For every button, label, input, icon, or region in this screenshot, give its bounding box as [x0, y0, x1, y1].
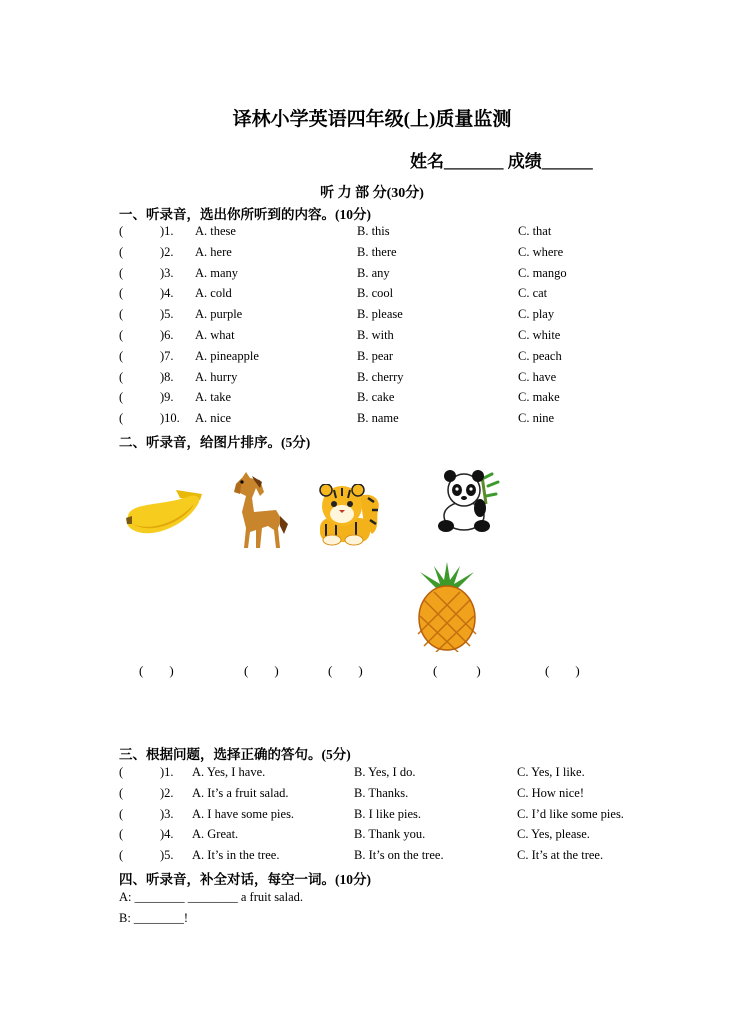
- option-b[interactable]: B. this: [357, 224, 390, 238]
- page-title: 译林小学英语四年级(上)质量监测: [232, 109, 512, 130]
- option-c[interactable]: C. peach: [518, 348, 562, 363]
- order-blank-1[interactable]: ( ): [139, 663, 174, 678]
- name-score-line: 姓名_______ 成绩______: [410, 152, 593, 171]
- section1-heading: 一、听录音，选出你所听到的内容。(10分): [119, 207, 371, 222]
- option-c[interactable]: C. that: [518, 224, 552, 238]
- banana-icon: [124, 484, 208, 542]
- answer-paren[interactable]: (: [119, 328, 124, 342]
- question-number: )9.: [160, 390, 174, 405]
- question-number: )6.: [160, 328, 174, 342]
- section1-item-5: [0, 307, 744, 328]
- option-b[interactable]: B. cake: [357, 390, 395, 405]
- answer-paren[interactable]: (: [119, 785, 124, 800]
- option-a[interactable]: A. what: [195, 328, 235, 342]
- option-b[interactable]: B. cool: [357, 286, 394, 301]
- section3-heading: 三、根据问题，选择正确的答句。(5分): [119, 747, 351, 762]
- option-c[interactable]: C. have: [518, 369, 557, 384]
- option-a[interactable]: A. many: [195, 265, 239, 280]
- answer-paren[interactable]: (: [119, 244, 124, 259]
- horse-icon: [232, 472, 288, 552]
- option-b[interactable]: B. pear: [357, 348, 394, 363]
- option-c[interactable]: C. play: [518, 307, 555, 322]
- question-number: )4.: [160, 286, 174, 301]
- option-a[interactable]: A. I have some pies.: [192, 806, 295, 821]
- question-number: )3.: [160, 265, 174, 280]
- question-number: )1.: [160, 224, 174, 238]
- order-blank-3[interactable]: ( ): [328, 663, 363, 678]
- answer-paren[interactable]: (: [119, 848, 124, 863]
- question-number: )2.: [160, 785, 174, 800]
- option-c[interactable]: C. Yes, I like.: [517, 765, 585, 779]
- section1-item-7: [0, 349, 744, 370]
- section3-item-1: [0, 765, 744, 786]
- panda-icon: [436, 468, 502, 534]
- question-number: )10.: [160, 411, 180, 426]
- section3-item-4: [0, 827, 744, 848]
- section4-heading: 四、听录音，补全对话，每空一词。(10分): [119, 872, 371, 887]
- order-blank-5[interactable]: ( ): [545, 663, 580, 678]
- option-c[interactable]: C. I’d like some pies.: [517, 806, 624, 821]
- section2-heading: 二、听录音，给图片排序。(5分): [119, 435, 311, 450]
- answer-paren[interactable]: (: [119, 369, 124, 384]
- option-a[interactable]: A. purple: [195, 307, 243, 322]
- option-b[interactable]: B. Thanks.: [354, 785, 409, 800]
- question-number: )5.: [160, 307, 174, 322]
- option-b[interactable]: B. cherry: [357, 369, 404, 384]
- order-blank-2[interactable]: ( ): [244, 663, 279, 678]
- option-b[interactable]: B. name: [357, 411, 399, 426]
- answer-paren[interactable]: (: [119, 286, 124, 301]
- option-a[interactable]: A. take: [195, 390, 232, 405]
- section3-item-5: [0, 848, 744, 869]
- section1-item-4: [0, 286, 744, 307]
- question-number: )4.: [160, 827, 174, 842]
- question-number: )8.: [160, 369, 174, 384]
- option-b[interactable]: B. I like pies.: [354, 806, 422, 821]
- dialogue-line-a[interactable]: A: ________ ________ a fruit salad.: [119, 890, 304, 904]
- section1-item-2: [0, 245, 744, 266]
- option-c[interactable]: C. white: [518, 328, 561, 342]
- question-number: )7.: [160, 348, 174, 363]
- option-a[interactable]: A. here: [195, 244, 232, 259]
- option-b[interactable]: B. It’s on the tree.: [354, 848, 444, 863]
- section1-item-9: [0, 390, 744, 411]
- answer-paren[interactable]: (: [119, 765, 124, 779]
- dialogue-line-b[interactable]: B: ________!: [119, 911, 189, 925]
- section1-item-3: [0, 266, 744, 287]
- option-a[interactable]: A. these: [195, 224, 236, 238]
- option-b[interactable]: B. please: [357, 307, 403, 322]
- option-b[interactable]: B. there: [357, 244, 397, 259]
- option-b[interactable]: B. with: [357, 328, 394, 342]
- question-number: )2.: [160, 244, 174, 259]
- option-c[interactable]: C. nine: [518, 411, 555, 426]
- answer-paren[interactable]: (: [119, 348, 124, 363]
- tiger-icon: [312, 484, 384, 546]
- answer-paren[interactable]: (: [119, 411, 124, 426]
- option-a[interactable]: A. pineapple: [195, 348, 259, 363]
- option-a[interactable]: A. hurry: [195, 369, 238, 384]
- section3-item-3: [0, 807, 744, 828]
- option-c[interactable]: C. It’s at the tree.: [517, 848, 604, 863]
- option-b[interactable]: B. Yes, I do.: [354, 765, 416, 779]
- option-a[interactable]: A. nice: [195, 411, 232, 426]
- section3-item-2: [0, 786, 744, 807]
- answer-paren[interactable]: (: [119, 224, 124, 238]
- option-c[interactable]: C. How nice!: [517, 785, 584, 800]
- answer-paren[interactable]: (: [119, 265, 124, 280]
- option-a[interactable]: A. cold: [195, 286, 232, 301]
- option-c[interactable]: C. Yes, please.: [517, 827, 590, 842]
- question-number: )1.: [160, 765, 174, 779]
- option-a[interactable]: A. It’s a fruit salad.: [192, 785, 289, 800]
- question-number: )5.: [160, 848, 174, 863]
- option-a[interactable]: A. Yes, I have.: [192, 765, 266, 779]
- answer-paren[interactable]: (: [119, 307, 124, 322]
- section1-item-6: [0, 328, 744, 349]
- option-c[interactable]: C. mango: [518, 265, 567, 280]
- answer-paren[interactable]: (: [119, 806, 124, 821]
- section1-item-1: [0, 224, 744, 245]
- section1-item-10: [0, 411, 744, 432]
- option-b[interactable]: B. Thank you.: [354, 827, 426, 842]
- question-number: )3.: [160, 806, 174, 821]
- option-a[interactable]: A. It’s in the tree.: [192, 848, 280, 863]
- option-b[interactable]: B. any: [357, 265, 390, 280]
- order-blank-4[interactable]: ( ): [433, 663, 481, 678]
- option-c[interactable]: C. make: [518, 390, 560, 405]
- section1-item-8: [0, 370, 744, 391]
- answer-paren[interactable]: (: [119, 827, 124, 842]
- pineapple-icon: [414, 560, 480, 652]
- option-c[interactable]: C. cat: [518, 286, 548, 301]
- option-c[interactable]: C. where: [518, 244, 564, 259]
- option-a[interactable]: A. Great.: [192, 827, 239, 842]
- listening-header: 听 力 部 分(30分): [320, 186, 424, 201]
- answer-paren[interactable]: (: [119, 390, 124, 405]
